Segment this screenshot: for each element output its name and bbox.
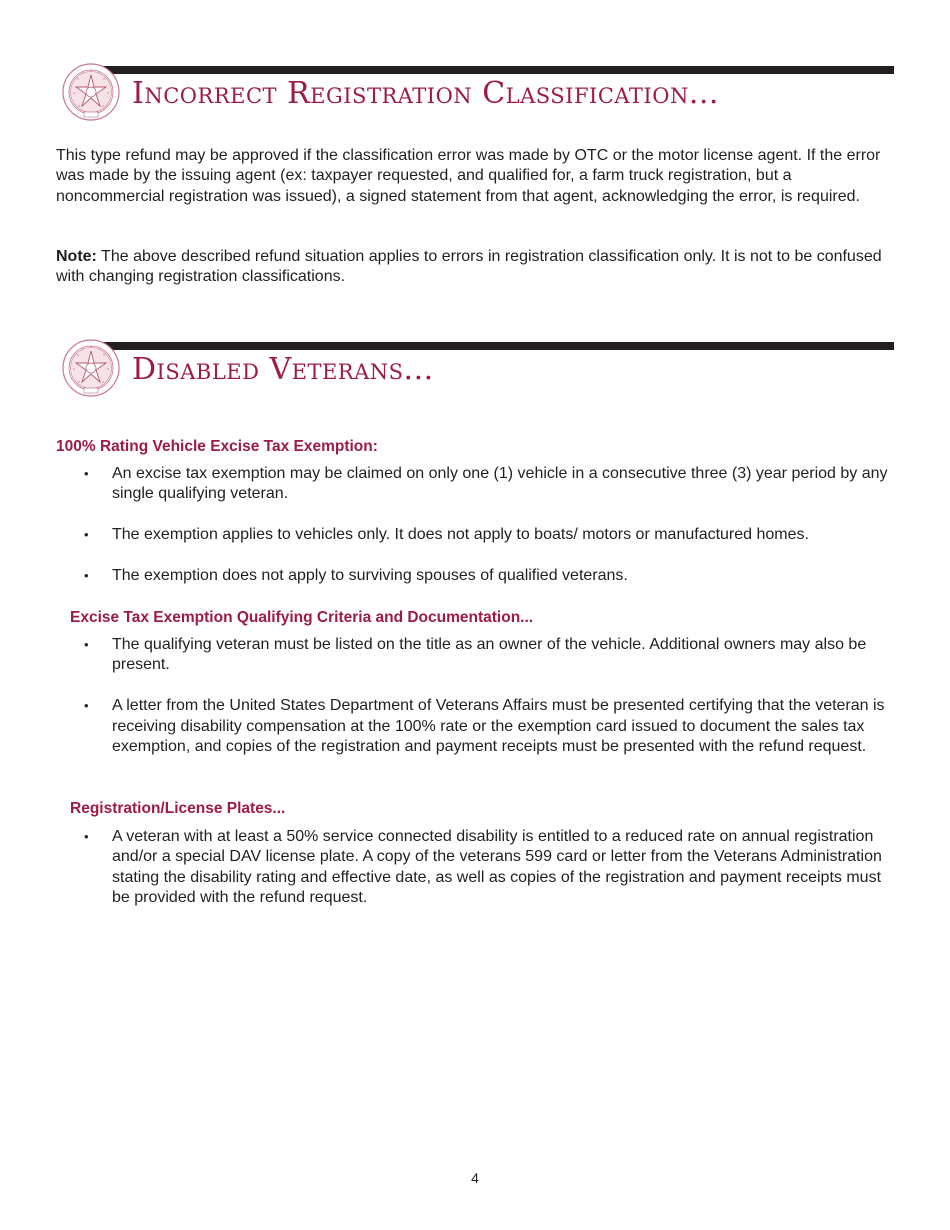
list-item: • The exemption does not apply to surviving spouses of qualified veterans.: [84, 567, 628, 584]
page-number: 4: [471, 1170, 479, 1186]
subhead-qualifying-criteria: Excise Tax Exemption Qualifying Criteria and Documentation...: [70, 609, 534, 626]
list-item-text: The qualifying veteran must be listed on the title as an owner of the vehicle. Additional owners may also be present.: [112, 636, 867, 674]
list-item: • A veteran with at least a 50% service connected disability is entitled to a reduced rate on annual registration and/or a special DAV license plate. A copy of the veterans 599 card or letter from the Veterans Administration stating the disability rating and effective date, as well as copies of the registration and payment receipts must be provided with the refund request.: [84, 828, 882, 907]
list-item-text: An excise tax exemption may be claimed on only one (1) vehicle in a consecutive three (3) year period by any single qualifying veteran.: [112, 465, 888, 503]
section-title: Disabled Veterans...: [132, 352, 434, 387]
list-item: • An excise tax exemption may be claimed on only one (1) vehicle in a consecutive three (3) year period by any single qualifying veteran.: [84, 465, 888, 503]
bullet-list-qualifying-criteria: [84, 635, 896, 778]
state-seal-icon: [62, 339, 120, 397]
classification-paragraph: This type refund may be approved if the classification error was made by OTC or the motor license agent. If the error was made by the issuing agent (ex: taxpayer requested, and qualified for, a farm truck registration, but a noncommercial registration was issued), a signed statement from that agent, acknowledging the error, is required.: [56, 147, 881, 205]
section-header-incorrect-registration: [62, 63, 894, 123]
bullet-list-registration-plates: [84, 827, 896, 929]
list-item: • The exemption applies to vehicles only. It does not apply to boats/ motors or manufactured homes.: [84, 526, 809, 544]
note-label: Note:: [56, 248, 97, 265]
list-item-text: The exemption does not apply to surviving spouses of qualified veterans.: [112, 567, 628, 584]
list-item-text: A veteran with at least a 50% service connected disability is entitled to a reduced rate on annual registration and/or a special DAV license plate. A copy of the veterans 599 card or letter from the Veterans Administration stating the disability rating and effective date, as well as copies of the registration and payment receipts must be provided with the refund request.: [112, 828, 882, 907]
list-item-text: The exemption applies to vehicles only. It does not apply to boats/ motors or manufactured homes.: [112, 526, 809, 544]
list-item: • A letter from the United States Department of Veterans Affairs must be presented certifying that the veteran is receiving disability compensation at the 100% rate or the exemption card issued to document the sales tax exemption, and copies of the registration and payment receipts must be presented with the refund request.: [84, 697, 885, 756]
state-seal-icon: [62, 63, 120, 121]
note-text: The above described refund situation applies to errors in registration classification only. It is not to be confused with changing registration classifications.: [56, 248, 882, 286]
section-header-disabled-veterans: [62, 339, 894, 399]
bullet-list-100-rating: [84, 464, 896, 607]
header-rule: [92, 66, 894, 74]
note-paragraph: [56, 247, 902, 288]
subhead-100-rating: 100% Rating Vehicle Excise Tax Exemption:: [56, 438, 378, 455]
header-rule: [92, 342, 894, 350]
list-item-text: A letter from the United States Department of Veterans Affairs must be presented certifying that the veteran is receiving disability compensation at the 100% rate or the exemption card issued to document the sales tax exemption, and copies of the registration and payment receipts must be presented with the refund request.: [112, 697, 885, 756]
section-title: Incorrect Registration Classification...: [132, 76, 719, 111]
list-item: • The qualifying veteran must be listed on the title as an owner of the vehicle. Additional owners may also be present.: [84, 636, 867, 674]
subhead-registration-plates: Registration/License Plates...: [70, 800, 286, 817]
